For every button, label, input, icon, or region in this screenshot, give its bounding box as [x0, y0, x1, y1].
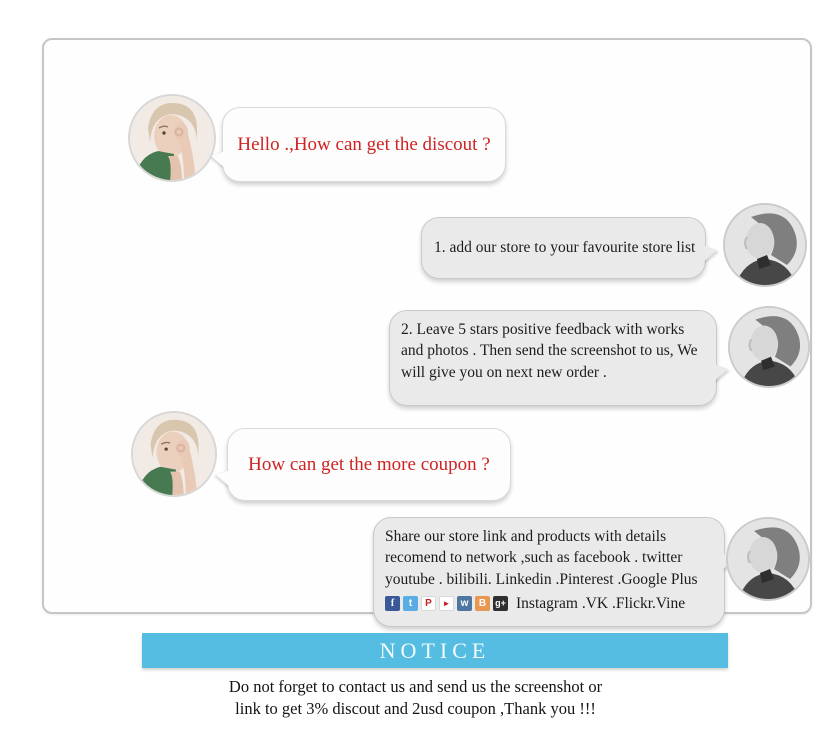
twitter-icon: t	[403, 596, 418, 611]
answer-line: 2. Leave 5 stars positive feedback with works	[401, 321, 685, 338]
seller-avatar	[726, 517, 810, 606]
chat-bubble-answer-1	[421, 217, 706, 279]
chat-frame	[42, 38, 812, 614]
bubble-tail	[216, 470, 230, 487]
social-icon-row	[385, 593, 713, 614]
answer-line: recomend to network ,such as facebook . twitter	[385, 549, 683, 567]
social-caption: Instagram .VK .Flickr.Vine	[516, 595, 686, 613]
customer-avatar	[128, 94, 216, 187]
blogger-icon: B	[475, 596, 490, 611]
seller-avatar	[728, 306, 810, 393]
vk-icon: w	[457, 596, 472, 611]
answer-line: and photos . Then send the screenshot to us, We	[401, 342, 698, 360]
chat-bubble-answer-2	[389, 310, 717, 406]
chat-bubble-answer-3	[373, 517, 725, 627]
customer-photo-icon	[131, 411, 217, 497]
bubble-tail	[703, 245, 717, 262]
customer-photo-icon	[128, 94, 216, 182]
facebook-icon: f	[385, 596, 400, 611]
footer-note	[0, 676, 831, 720]
customer-avatar	[131, 411, 217, 502]
answer-text: 1. add our store to your favourite store list	[434, 239, 696, 257]
answer-line: youtube . bilibili. Linkedin .Pinterest .Google Plus	[385, 570, 698, 588]
question-text: Hello .,How can get the discout ?	[237, 133, 491, 155]
seller-photo-icon	[723, 203, 807, 287]
notice-label: NOTICE	[379, 637, 491, 663]
answer-line: Share our store link and products with details	[385, 528, 667, 545]
footer-line: link to get 3% discout and 2usd coupon ,Thank you !!!	[235, 699, 596, 719]
notice-banner	[142, 633, 728, 668]
footer-line: Do not forget to contact us and send us the screenshot or	[228, 677, 603, 696]
chat-bubble-question-2	[227, 428, 511, 501]
seller-photo-icon	[726, 517, 810, 601]
seller-avatar	[723, 203, 807, 292]
chat-bubble-question-1	[222, 107, 506, 182]
seller-photo-icon	[728, 306, 810, 388]
answer-line: will give you on next new order .	[401, 363, 607, 381]
question-text: How can get the more coupon ?	[248, 453, 490, 475]
pinterest-icon: P	[421, 596, 436, 611]
googleplus-icon: g+	[493, 596, 508, 611]
youtube-icon: ►	[439, 596, 454, 611]
bubble-tail	[714, 364, 728, 381]
